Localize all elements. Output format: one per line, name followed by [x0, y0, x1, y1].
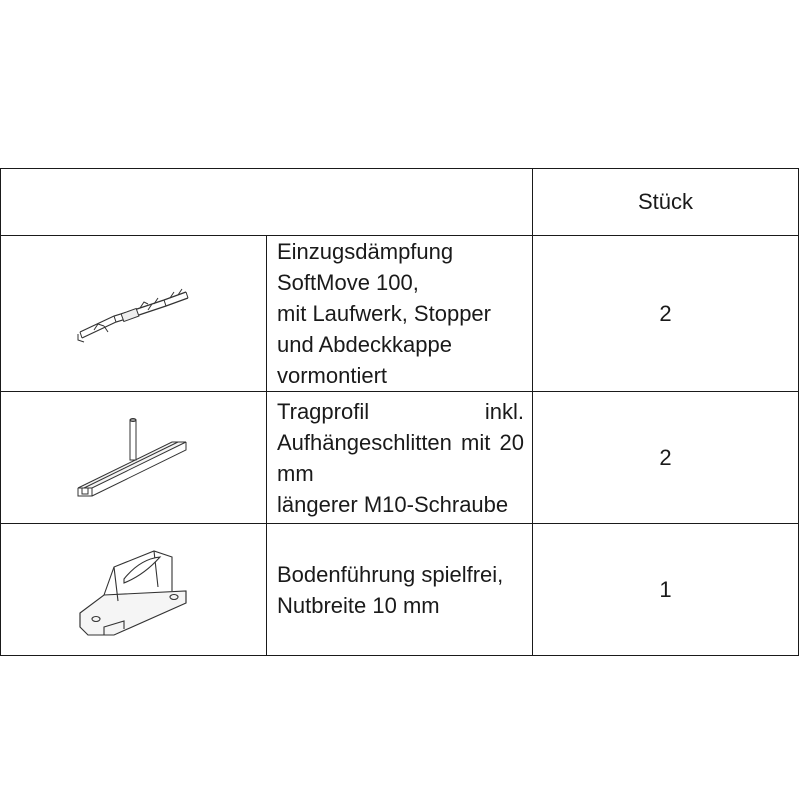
parts-list-table — [0, 168, 799, 656]
item-quantity: 1 — [533, 524, 799, 656]
header-blank-cell — [1, 169, 533, 236]
support-profile-icon — [74, 408, 194, 508]
item-quantity: 2 — [533, 392, 799, 524]
description-line: längerer M10-Schraube — [277, 491, 509, 517]
header-quantity: Stück — [533, 169, 799, 236]
description-line: Tragprofil inkl. Aufhängeschlitten mit 20 mm — [277, 398, 524, 486]
table-row — [1, 392, 799, 524]
description-line: Einzugsdämpfung SoftMove 100, — [277, 239, 454, 295]
item-image-cell — [1, 236, 267, 392]
item-description — [267, 392, 533, 524]
item-quantity: 2 — [533, 236, 799, 392]
description-line: vormontiert — [277, 363, 388, 388]
item-image-cell — [1, 392, 267, 524]
item-description — [267, 236, 533, 392]
description-line: mit Laufwerk, Stopper und Abdeckkappe — [277, 301, 491, 357]
table-row — [1, 524, 799, 656]
soft-close-damper-icon — [74, 264, 194, 364]
table-header-row — [1, 169, 799, 236]
floor-guide-icon — [74, 535, 194, 645]
table-row — [1, 236, 799, 392]
item-image-cell — [1, 524, 267, 656]
item-description — [267, 524, 533, 656]
description-line: Bodenführung spielfrei, Nutbreite 10 mm — [277, 561, 504, 618]
